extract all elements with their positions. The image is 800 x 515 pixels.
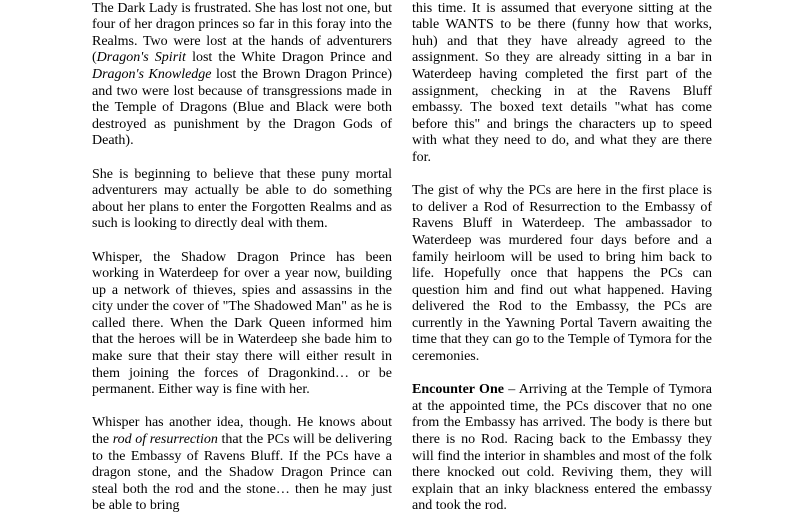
text-run: Whisper has another idea, though. He knows about the <box>92 415 392 448</box>
italic-title-dragons-spirit: Dragon's Spirit <box>96 50 186 66</box>
paragraph-gist: The gist of why the PCs are here in the first place is to deliver a Rod of Resurrection to the Embassy of Ravens Bluff in Waterdeep. The ambassador to Waterdeep was murdered four days before and a family heirloom will be used to bring him back to life. Hopefully once that happens the PCs can question him and find out what happened. Having delivered the Rod to the Embassy, the PCs are currently in the Yawning Portal Tavern awaiting the time that they can go to the Temple of Tymora for the ceremonies. <box>412 183 712 365</box>
text-run: lost the White Dragon Prince and <box>185 50 392 66</box>
text-run: The Dark Lady is frustrated. She has lost not one, but four of her dragon princes so far in this foray into the Realms. Two were lost at the hands of adventurers ( <box>92 0 392 66</box>
text-run: lost the Brown Dragon Prince) and two were lost because of transgressions made in the Temple of Dragons (Blue and Black were both destroyed as punishment by the Dragon Gods of Death). <box>92 66 393 149</box>
paragraph-dragon-princes <box>92 1 392 150</box>
right-column <box>412 0 712 515</box>
text-run: that the PCs will be delivering to the Embassy of Ravens Bluff. If the PCs have a dragon stone, and the Shadow Dragon Prince can steal both the rod and the stone… then he may just be able to bring <box>92 432 393 514</box>
paragraph-rod-of-resurrection <box>92 415 392 515</box>
paragraph-whisper: Whisper, the Shadow Dragon Prince has been working in Waterdeep for over a year now, building up a network of thieves, spies and assassins in the city under the cover of "The Shadowed Man" as he is called there. When the Dark Queen informed him that the heroes will be in Waterdeep she bade him to make sure that their stay there will either result in them joining the forces of Dragonkind… or be permanent. Either way is fine with her. <box>92 249 392 398</box>
paragraph-encounter-one <box>412 382 712 515</box>
encounter-one-label: Encounter One <box>412 382 504 398</box>
italic-title-dragons-knowledge: Dragon's Knowledge <box>92 66 212 82</box>
paragraph-bypass: this time. It is assumed that everyone sitting at the table WANTS to be there (funny how that works, huh) and that they have already agreed to the assignment. So they are already sitting in a bar in Waterdeep having completed the first part of the assignment, checking in at the Ravens Bluff embassy. The boxed text details "what has come before this" and brings the characters up to speed with what they need to do, and what they are there for. <box>412 0 712 165</box>
left-column <box>92 0 392 515</box>
paragraph-puny-mortals: She is beginning to believe that these puny mortal adventurers may actually be able to do something about her plans to enter the Forgotten Realms and as such is looking to directly deal with them. <box>92 166 392 232</box>
italic-rod-of-resurrection: rod of resurrection <box>112 432 218 448</box>
text-run: – Arriving at the Temple of Tymora at the appointed time, the PCs discover that no one from the Embassy has arrived. The body is there but there is no Rod. Racing back to the Embassy they will find the interior in shambles and most of the folk there knocked out cold. Reviving them, they will explain that an inky blackness entered the embassy and took the rod. <box>412 382 712 514</box>
